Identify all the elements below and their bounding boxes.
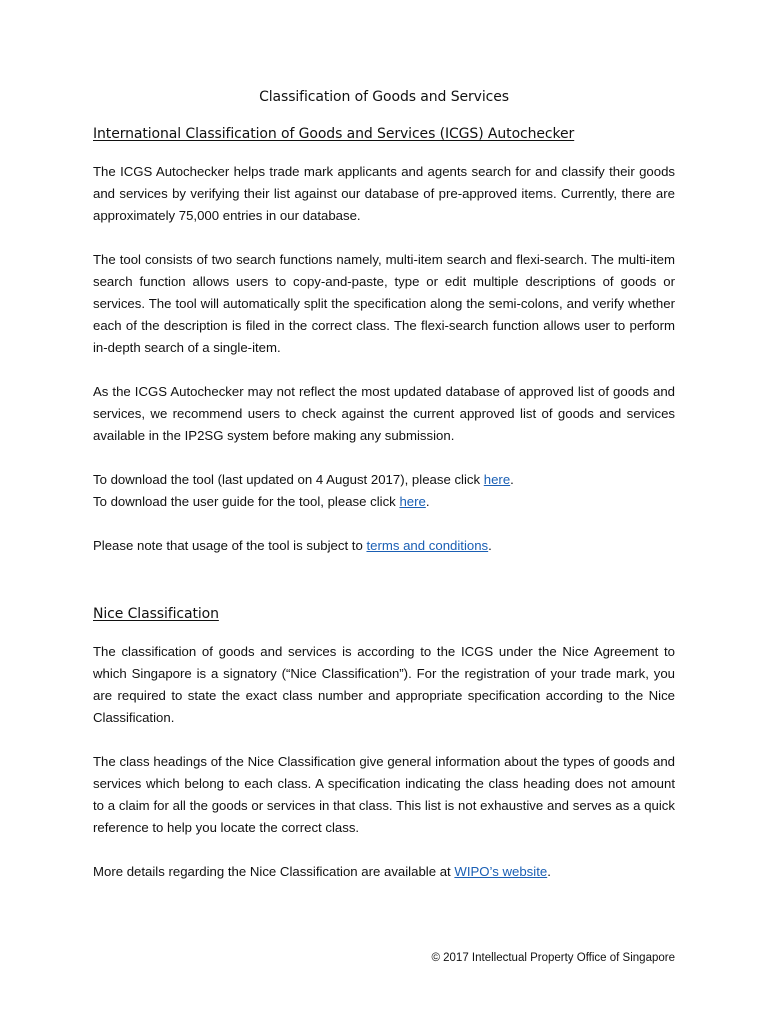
download-tool-period: . [510, 472, 514, 487]
terms-period: . [488, 538, 492, 553]
wipo-period: . [547, 864, 551, 879]
icgs-disclaimer-paragraph: As the ICGS Autochecker may not reflect the most updated database of approved list of goods and services, we recommend users to check against the current approved list of goods and services available in the IP2SG system before making any submission. [93, 384, 675, 443]
terms-text: Please note that usage of the tool is subject to [93, 538, 367, 553]
icgs-intro-paragraph: The ICGS Autochecker helps trade mark applicants and agents search for and classify their goods and services by verifying their list against our database of pre-approved items. Currently, there are approximately 75,000 entries in our database. [93, 164, 675, 223]
download-guide-line [93, 491, 675, 513]
wipo-link[interactable]: WIPO’s website [454, 864, 548, 879]
download-tool-line [93, 469, 675, 491]
terms-line [93, 535, 675, 557]
wipo-text: More details regarding the Nice Classification are available at [93, 864, 455, 879]
download-tool-text: To download the tool (last updated on 4 August 2017), please click [93, 472, 484, 487]
download-guide-link[interactable]: here [399, 494, 426, 509]
document-title: Classification of Goods and Services [259, 89, 509, 105]
terms-link[interactable]: terms and conditions [366, 538, 489, 553]
icgs-tool-paragraph: The tool consists of two search functions namely, multi-item search and flexi-search. The multi-item search function allows users to copy-and-paste, type or edit multiple descriptions of goods or services. The tool will automatically split the specification along the semi-colons, and verify whether each of the description is filed in the correct class. The flexi-search function allows user to perform in-depth search of a single-item. [93, 252, 675, 355]
nice-heading: Nice Classification [93, 606, 219, 622]
download-guide-text: To download the user guide for the tool, please click [93, 494, 400, 509]
icgs-heading: International Classification of Goods and Services (ICGS) Autochecker [93, 126, 575, 142]
nice-intro-paragraph: The classification of goods and services is according to the ICGS under the Nice Agreement to which Singapore is a signatory (“Nice Classification”). For the registration of your trade mark, you are required to state the exact class number and appropriate specification according to the Nice Classification. [93, 644, 675, 725]
nice-class-headings-paragraph: The class headings of the Nice Classification give general information about the types of goods and services which belong to each class. A specification indicating the class heading does not amount to a claim for all the goods or services in that class. This list is not exhaustive and serves as a quick reference to help you locate the correct class. [93, 754, 675, 835]
wipo-line [93, 861, 675, 883]
copyright-footer: © 2017 Intellectual Property Office of Singapore [431, 952, 675, 964]
download-guide-period: . [425, 494, 430, 509]
download-tool-link[interactable]: here [483, 472, 511, 487]
